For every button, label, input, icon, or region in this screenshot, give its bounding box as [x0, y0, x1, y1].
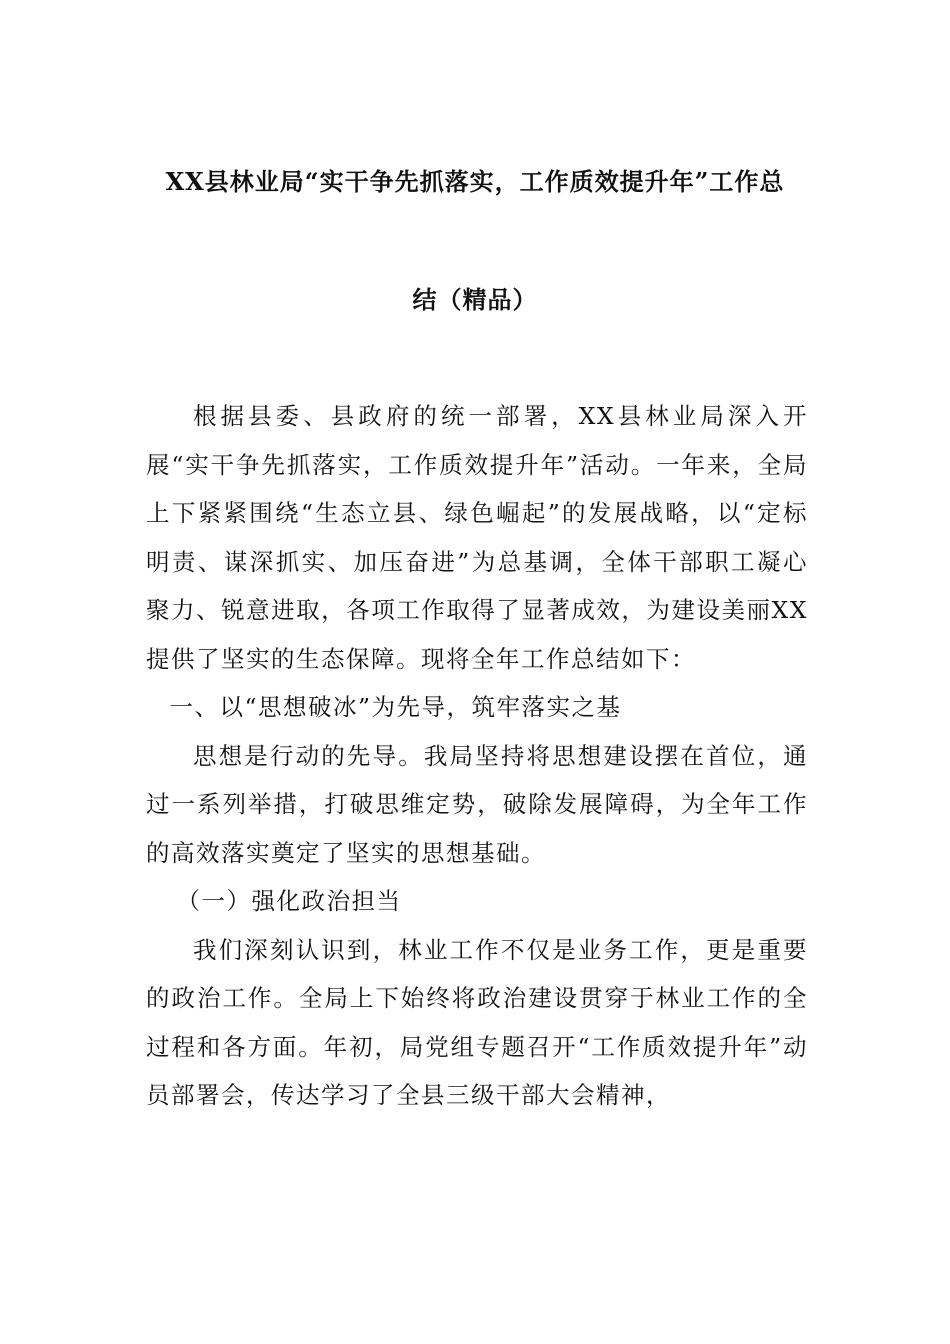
section-paragraph-1: 思想是行动的先导。我局坚持将思想建设摆在首位，通过一系列举措，打破思维定势，破除发展障碍，为全年工作的高效落实奠定了坚实的思想基础。: [146, 741, 808, 867]
subsection-heading-1: （一）强化政治担当: [176, 887, 402, 915]
document-title-line-2: 结（精品）: [412, 285, 538, 314]
section-heading-1: 一、以“思想破冰”为先导，筑牢落实之基: [169, 693, 622, 721]
subsection-paragraph-1: 我们深刻认识到，林业工作不仅是业务工作，更是重要的政治工作。全局上下始终将政治建设贯穿于林业工作的全过程和各方面。年初，局党组专题召开“工作质效提升年”动员部署会，传达学习了全县三级干部大会精神，: [146, 935, 808, 1109]
intro-paragraph: 根据县委、县政府的统一部署，XX县林业局深入开展“实干争先抓落实，工作质效提升年”活动。一年来，全局上下紧紧围绕“生态立县、绿色崛起”的发展战略，以“定标明责、谋深抓实、加压奋进”为总基调，全体干部职工凝心聚力、锐意进取，各项工作取得了显著成效，为建设美丽XX提供了坚实的生态保障。现将全年工作总结如下：: [146, 402, 808, 673]
document-body: [146, 392, 808, 1120]
document-title-line-1: XX县林业局“实干争先抓落实，工作质效提升年”工作总: [165, 167, 785, 196]
